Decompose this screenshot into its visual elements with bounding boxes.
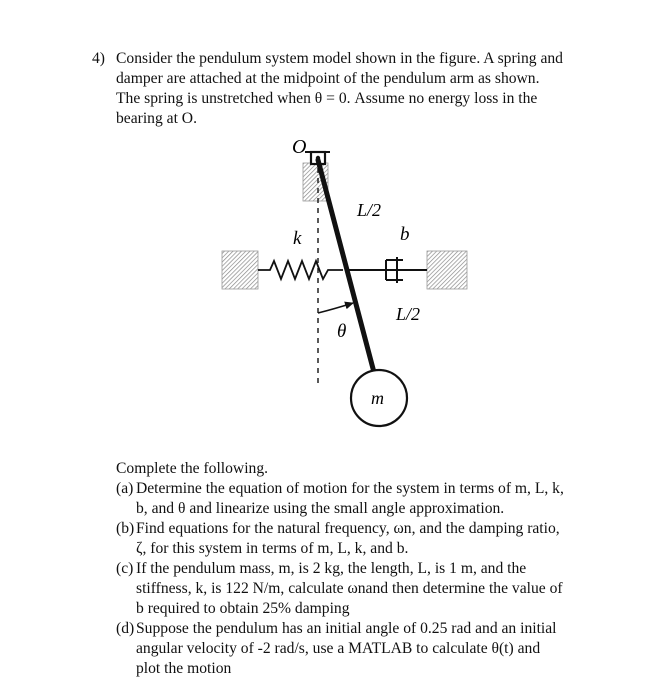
part-line: Suppose the pendulum has an initial angle of 0.25 rad and an initial <box>136 620 557 637</box>
label-theta: θ <box>337 321 347 342</box>
part-line: If the pendulum mass, m, is 2 kg, the length, L, is 1 m, and the <box>136 560 527 577</box>
part-line: ζ, for this system in terms of m, L, k, and b. <box>136 540 409 557</box>
problem-number: 4) <box>92 50 105 67</box>
label-spring-k: k <box>293 228 302 249</box>
part-tag: (b) <box>116 520 135 537</box>
part-line: Determine the equation of motion for the system in terms of m, L, k, <box>136 480 564 497</box>
part-tag: (a) <box>116 480 134 497</box>
label-mass-m: m <box>371 388 384 408</box>
right-wall <box>427 251 467 289</box>
damper <box>345 257 427 283</box>
left-wall <box>222 251 258 289</box>
questions-lead: Complete the following. <box>116 460 269 477</box>
part-tag: (d) <box>116 620 135 637</box>
label-pivot-O: O <box>292 136 307 158</box>
label-upper-length: L/2 <box>357 200 382 220</box>
part-b <box>116 519 596 559</box>
label-lower-length: L/2 <box>396 304 421 324</box>
spring <box>258 261 343 279</box>
theta-arrow <box>318 303 353 313</box>
part-line: b required to obtain 25% damping <box>136 600 350 617</box>
label-damper-b: b <box>400 224 410 245</box>
part-d <box>116 619 596 679</box>
intro-line: bearing at O. <box>116 110 197 127</box>
intro-line: Consider the pendulum system model shown in the figure. A spring and <box>116 50 563 67</box>
part-line: Find equations for the natural frequency, ωn, and the damping ratio, <box>136 520 560 537</box>
intro-line: The spring is unstretched when θ = 0. Assume no energy loss in the <box>116 90 538 107</box>
part-a <box>116 479 596 519</box>
part-tag: (c) <box>116 560 134 577</box>
part-line: stiffness, k, is 122 N/m, calculate ωnand then determine the value of <box>136 580 563 597</box>
part-line: plot the motion <box>136 660 232 677</box>
part-c <box>116 559 596 619</box>
questions <box>116 459 596 679</box>
intro-line: damper are attached at the midpoint of the pendulum arm as shown. <box>116 70 540 87</box>
part-line: b, and θ and linearize using the small angle approximation. <box>136 500 505 517</box>
part-line: angular velocity of -2 rad/s, use a MATLAB to calculate θ(t) and <box>136 640 541 657</box>
